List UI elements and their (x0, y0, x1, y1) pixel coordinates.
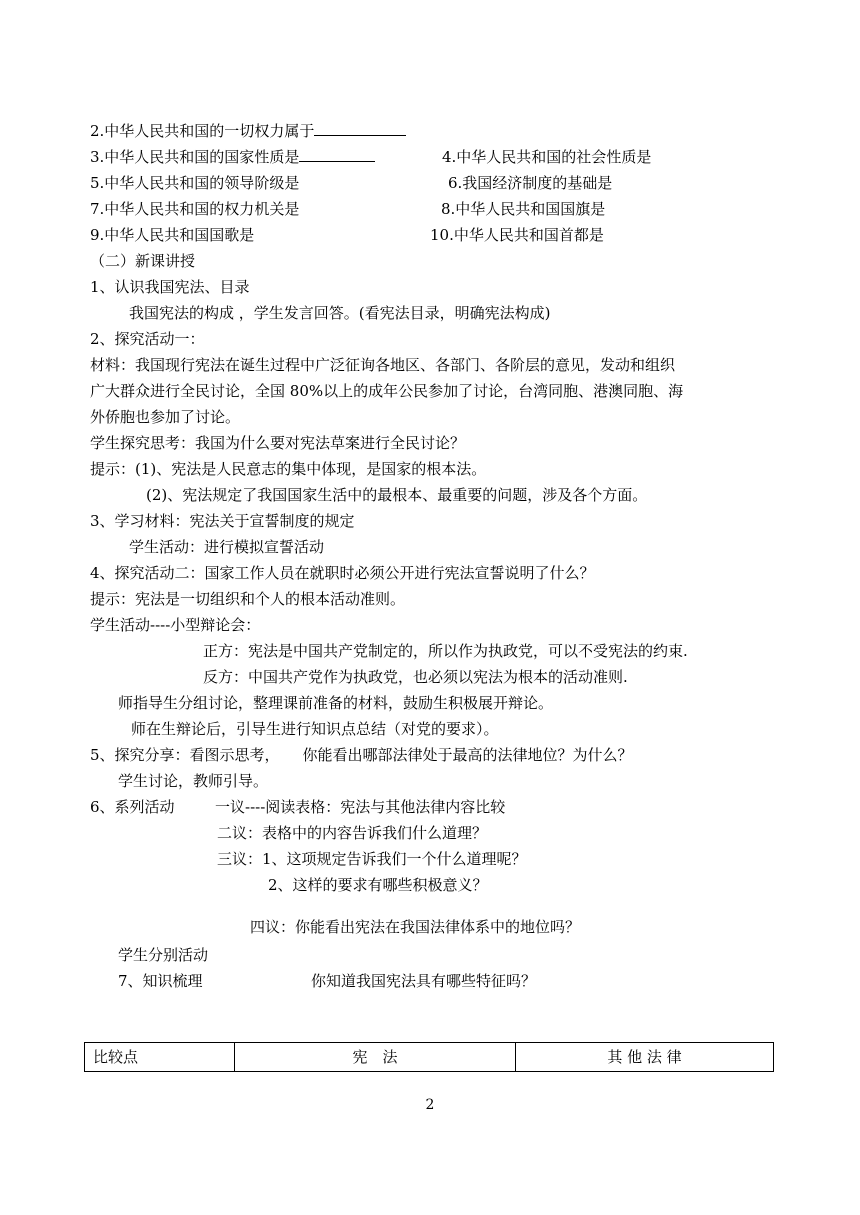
section-3-title: 3、学习材料：宪法关于宣誓制度的规定 (90, 512, 355, 530)
debate-con: 反方：中国共产党作为执政党，也必须以宪法为根本的活动准则. (203, 668, 628, 686)
section-heading: （二）新课讲授 (90, 252, 196, 270)
debate-title: 学生活动----小型辩论会： (90, 616, 261, 634)
section-2-material-line: 材料：我国现行宪法在诞生过程中广泛征询各地区、各部门、各阶层的意见，发动和组织 (90, 356, 676, 374)
question-7: 7.中华人民共和国的权力机关是 (90, 200, 300, 218)
question-4: 4.中华人民共和国的社会性质是 (442, 148, 652, 166)
section-1-title: 1、认识我国宪法、目录 (90, 278, 250, 296)
section-2-hint: (2)、宪法规定了我国国家生活中的最根本、最重要的问题，涉及各个方面。 (146, 486, 648, 504)
section-7-question: 你知道我国宪法具有哪些特征吗？ (311, 972, 537, 990)
answer-blank (314, 120, 406, 136)
teacher-note: 师指导生分组讨论，整理课前准备的材料，鼓励生积极展开辩论。 (118, 694, 554, 712)
section-1-body: 我国宪法的构成 ，学生发言回答。(看宪法目录，明确宪法构成) (129, 304, 551, 322)
section-4-hint: 提示：宪法是一切组织和个人的根本活动准则。 (90, 590, 406, 608)
page-number: 2 (425, 1097, 435, 1113)
header-cell-other-laws: 其 他 法 律 (516, 1043, 774, 1072)
answer-blank (299, 146, 375, 162)
section-2-title: 2、探究活动一： (90, 330, 205, 348)
section-3-activity: 学生活动：进行模拟宣誓活动 (129, 538, 325, 556)
discussion-3-sub: 2、这样的要求有哪些积极意义？ (268, 876, 488, 894)
comparison-table (84, 1042, 774, 1072)
question-5: 5.中华人民共和国的领导阶级是 (90, 174, 300, 192)
header-cell-comparison-point: 比较点 (85, 1043, 235, 1072)
teacher-note: 师在生辩论后，引导生进行知识点总结（对党的要求）。 (131, 720, 499, 738)
header-cell-constitution: 宪 法 (235, 1043, 516, 1072)
debate-pro: 正方：宪法是中国共产党制定的，所以作为执政党，可以不受宪法的约束. (203, 642, 688, 660)
section-4-title: 4、探究活动二：国家工作人员在就职时必须公开进行宪法宣誓说明了什么？ (90, 564, 595, 582)
section-5-body: 学生讨论，教师引导。 (118, 772, 269, 790)
section-6-label: 6、系列活动 (90, 798, 175, 816)
question-6: 6.我国经济制度的基础是 (448, 174, 613, 192)
discussion-4: 四议：你能看出宪法在我国法律体系中的地位吗？ (250, 918, 581, 936)
table-header-row (85, 1043, 774, 1072)
question-2: 2.中华人民共和国的一切权力属于 (90, 118, 406, 144)
section-2-material-line: 广大群众进行全民讨论，全国 80%以上的成年公民参加了讨论，台湾同胞、港澳同胞、海 (90, 382, 684, 400)
student-activity: 学生分别活动 (118, 946, 209, 964)
section-7-label: 7、知识梳理 (118, 972, 203, 990)
section-2-question: 学生探究思考：我国为什么要对宪法草案进行全民讨论？ (90, 434, 466, 452)
discussion-2: 二议：表格中的内容告诉我们什么道理？ (217, 824, 488, 842)
section-5-title: 5、探究分享：看图示思考， 你能看出哪部法律处于最高的法律地位？为什么？ (90, 746, 633, 764)
question-3: 3.中华人民共和国的国家性质是 (90, 144, 375, 170)
section-2-hint: 提示：(1)、宪法是人民意志的集中体现，是国家的根本法。 (90, 460, 487, 478)
section-2-material-line: 外侨胞也参加了讨论。 (90, 408, 241, 426)
question-9: 9.中华人民共和国国歌是 (90, 226, 255, 244)
discussion-1: 一议----阅读表格：宪法与其他法律内容比较 (215, 798, 506, 816)
question-10: 10.中华人民共和国首都是 (430, 226, 604, 244)
question-8: 8.中华人民共和国国旗是 (441, 200, 606, 218)
discussion-3: 三议：1、这项规定告诉我们一个什么道理呢？ (217, 850, 527, 868)
